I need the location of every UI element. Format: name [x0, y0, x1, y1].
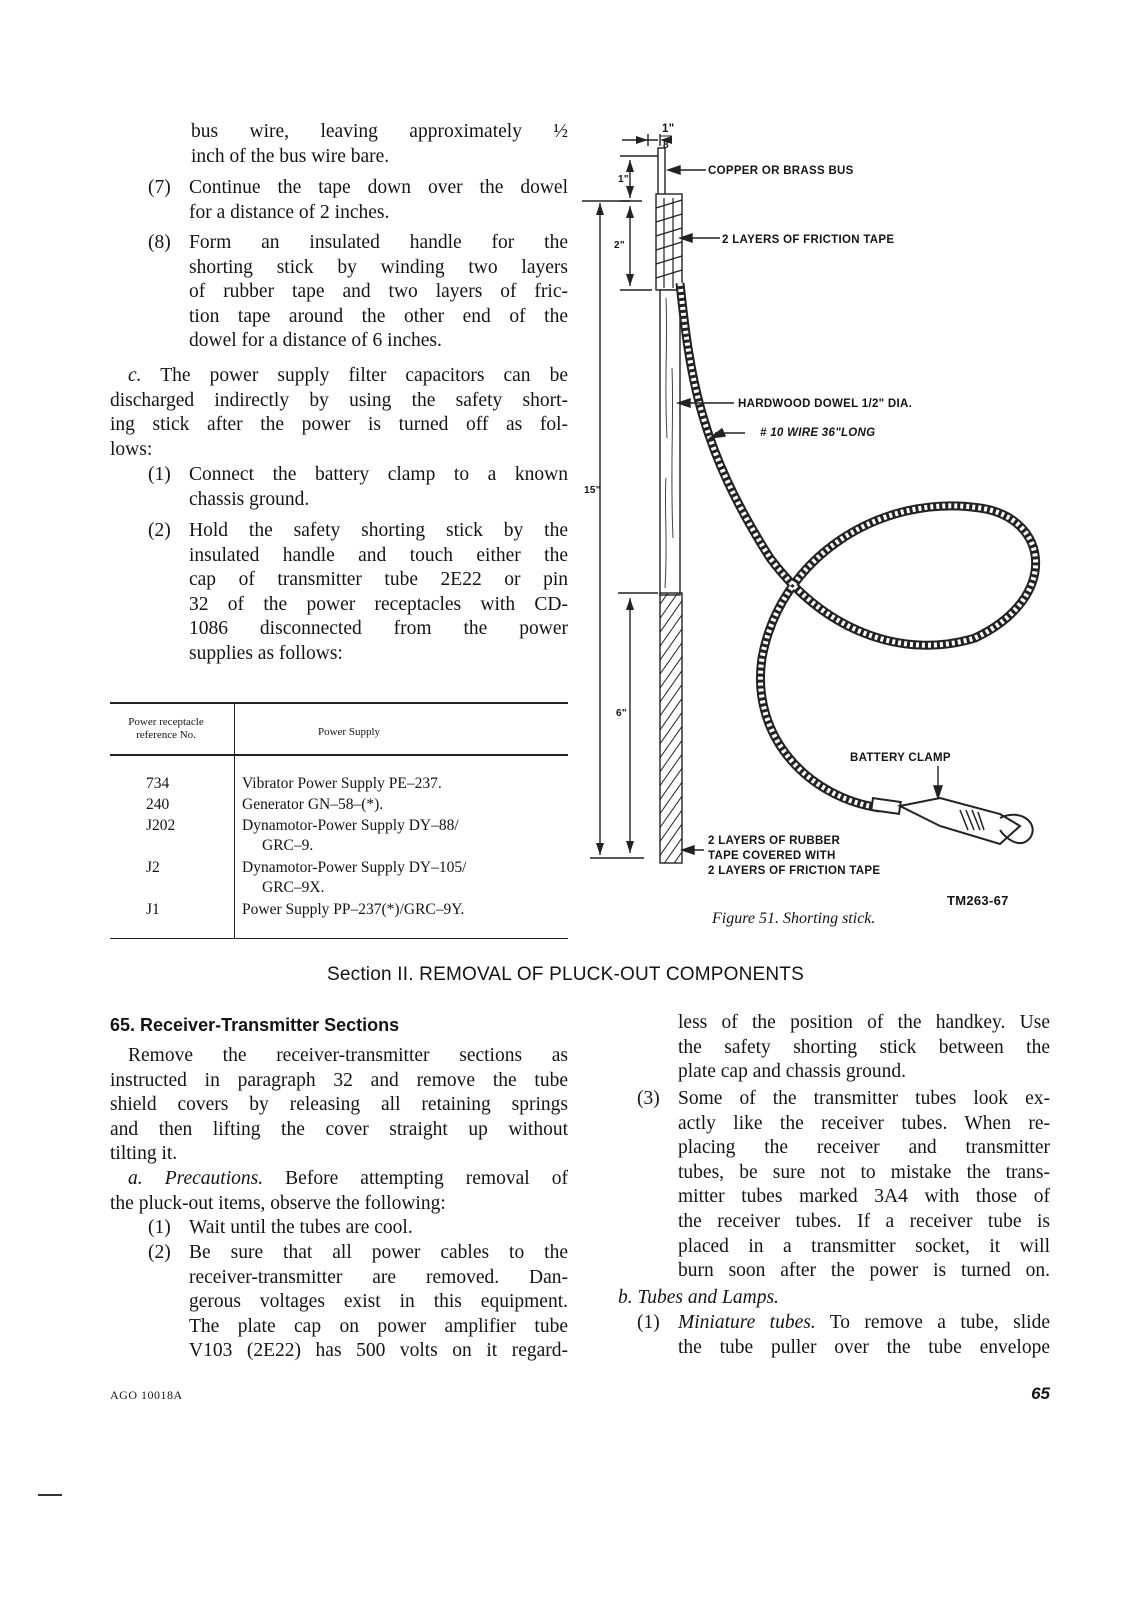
label-rubber-1: 2 LAYERS OF RUBBER [708, 835, 841, 847]
continued-text [678, 1011, 1050, 1085]
label-dim-1-8-num: 1" [662, 123, 675, 135]
label-dim-1: 1" [618, 174, 629, 185]
paragraph-c [110, 364, 568, 462]
line: of rubber tape and two layers of fric- [189, 281, 568, 303]
table-header-ref [110, 716, 222, 742]
header-line: Power receptacle [128, 716, 204, 728]
scan-mark [38, 1494, 62, 1496]
para-label: a. [128, 1167, 143, 1189]
line: tion tape around the other end of the [189, 305, 568, 327]
line-text: To remove a tube, slide [815, 1312, 1050, 1333]
line: the safety shorting stick between the [678, 1036, 1050, 1058]
table-bottom-rule [110, 938, 568, 939]
supply-cell-cont: GRC–9. [262, 837, 314, 854]
table-top-rule [110, 702, 568, 704]
label-dim-1-8-den: 8 [663, 140, 669, 151]
item-number: (7) [148, 177, 171, 198]
item-number: (2) [148, 520, 171, 541]
power-receptacle-table [110, 702, 568, 942]
section-title: Section II. REMOVAL OF PLUCK-OUT COMPONENTS [326, 964, 804, 985]
line: receiver-transmitter are removed. Dan- [189, 1266, 568, 1288]
line: Connect the battery clamp to a known [189, 464, 568, 485]
line: tilting it. [110, 1143, 178, 1165]
line: the pluck-out items, observe the following: [110, 1192, 446, 1214]
battery-clamp [871, 798, 1032, 844]
line: the receiver tubes. If a receiver tube is [678, 1210, 1050, 1232]
paragraph-65-heading: 65. Receiver-Transmitter Sections [110, 1015, 400, 1035]
line: 1086 disconnected from the power [189, 618, 568, 640]
line: dowel for a distance of 6 inches. [189, 330, 442, 352]
table-header-rule [110, 754, 568, 756]
precautions-line [110, 1167, 568, 1192]
ref-cell: J2 [146, 859, 160, 876]
ref-cell: 734 [146, 775, 170, 792]
label-dim-2: 2" [614, 240, 625, 251]
label-wire: # 10 WIRE 36"LONG [760, 427, 876, 439]
line: cap of transmitter tube 2E22 or pin [189, 569, 568, 591]
line: ing stick after the power is turned off as fol- [110, 414, 568, 436]
line: gerous voltages exist in this equipment. [189, 1291, 568, 1313]
line: actly like the receiver tubes. When re- [678, 1112, 1050, 1134]
label-dim-15: 15" [584, 485, 601, 496]
line: V103 (2E22) has 500 volts on it regard- [189, 1340, 568, 1362]
supply-cell: Dynamotor-Power Supply DY–105/ [242, 859, 467, 876]
line: shorting stick by winding two layers [189, 256, 568, 278]
para-label: b. [618, 1287, 633, 1308]
item-title: Miniature tubes. [678, 1312, 816, 1333]
line: tubes, be sure not to mistake the trans- [678, 1161, 1050, 1183]
line: Hold the safety shorting stick by the [189, 520, 568, 541]
ref-cell: J202 [146, 817, 176, 834]
line: Form an insulated handle for the [189, 232, 568, 253]
line: The plate cap on power amplifier tube [189, 1315, 568, 1337]
supply-cell: Vibrator Power Supply PE–237. [242, 775, 442, 792]
item-number: (1) [148, 1217, 171, 1238]
line: insulated handle and touch either the [189, 544, 568, 566]
figure-caption: Figure 51. Shorting stick. [712, 910, 876, 927]
line: shield covers by releasing all retaining springs [110, 1094, 568, 1116]
line: lows: [110, 438, 153, 460]
page-number: 65 [1031, 1384, 1050, 1403]
line: Remove the receiver-transmitter sections as [128, 1045, 568, 1066]
line: supplies as follows: [189, 642, 343, 664]
ref-cell: 240 [146, 796, 170, 813]
label-rubber-2: TAPE COVERED WITH [708, 850, 836, 862]
friction-tape-top [656, 194, 682, 290]
paragraph-65-intro [110, 1044, 568, 1216]
line: and then lifting the cover straight up without [110, 1118, 568, 1140]
ref-cell: J1 [146, 901, 160, 918]
line: burn soon after the power is turned on. [678, 1260, 1050, 1282]
line: less of the position of the handkey. Use [678, 1012, 1050, 1033]
line: the tube puller over the tube envelope [678, 1336, 1050, 1358]
shorting-stick-figure [580, 118, 1060, 953]
para-title: Tubes and Lamps. [637, 1287, 779, 1308]
label-dim-6: 6" [616, 708, 627, 719]
line: mitter tubes marked 3A4 with those of [678, 1186, 1050, 1208]
line [678, 1311, 1050, 1336]
rubber-handle [660, 593, 682, 863]
item-number: (8) [148, 232, 171, 253]
line: 32 of the power receptacles with CD- [189, 593, 568, 615]
line: instructed in paragraph 32 and remove the tube [110, 1069, 568, 1091]
line: discharged indirectly by using the safety short- [110, 389, 568, 411]
header-text: Power Supply [317, 726, 381, 738]
line: placed in a transmitter socket, it will [678, 1235, 1050, 1257]
line: Before attempting removal of [263, 1167, 568, 1189]
item-number: (1) [637, 1312, 660, 1333]
table-header-supply [234, 726, 464, 739]
supply-cell-cont: GRC–9X. [262, 879, 325, 896]
header-line: reference No. [136, 729, 196, 741]
paragraph-b [618, 1286, 779, 1311]
supply-cell: Power Supply PP–237(*)/GRC–9Y. [242, 901, 465, 918]
item-number: (2) [148, 1242, 171, 1263]
line: The power supply filter capacitors can be [160, 365, 568, 386]
wire-twist [680, 283, 1036, 808]
label-rubber-3: 2 LAYERS OF FRICTION TAPE [708, 865, 881, 877]
para-label: c. [128, 365, 142, 386]
tm-number: TM263-67 [947, 893, 1009, 908]
hardwood-dowel [660, 290, 680, 595]
line: Continue the tape down over the dowel [189, 177, 568, 198]
line: inch of the bus wire bare. [191, 145, 390, 167]
footer-ago-number: AGO 10018A [110, 1388, 183, 1402]
label-battery-clamp: BATTERY CLAMP [850, 752, 951, 764]
para-title: Precautions. [164, 1167, 264, 1189]
line: Some of the transmitter tubes look ex- [678, 1088, 1050, 1109]
line: Wait until the tubes are cool. [189, 1217, 413, 1238]
line: plate cap and chassis ground. [678, 1061, 906, 1083]
line: bus wire, leaving approximately ½ [191, 121, 568, 142]
item-number: (1) [148, 464, 171, 485]
wire-loop [680, 283, 1036, 808]
line: chassis ground. [189, 488, 310, 510]
supply-cell: Dynamotor-Power Supply DY–88/ [242, 817, 459, 834]
line: Be sure that all power cables to the [189, 1242, 568, 1263]
item-number: (3) [637, 1088, 660, 1109]
label-friction-tape: 2 LAYERS OF FRICTION TAPE [722, 234, 895, 246]
line: for a distance of 2 inches. [189, 201, 390, 223]
line: placing the receiver and transmitter [678, 1137, 1050, 1159]
continuation-text [191, 120, 568, 169]
label-hardwood-dowel: HARDWOOD DOWEL 1/2" DIA. [738, 398, 913, 410]
lower-left-column [110, 1013, 568, 1362]
supply-cell: Generator GN–58–(*). [242, 796, 384, 813]
label-copper-bus: COPPER OR BRASS BUS [708, 165, 854, 177]
